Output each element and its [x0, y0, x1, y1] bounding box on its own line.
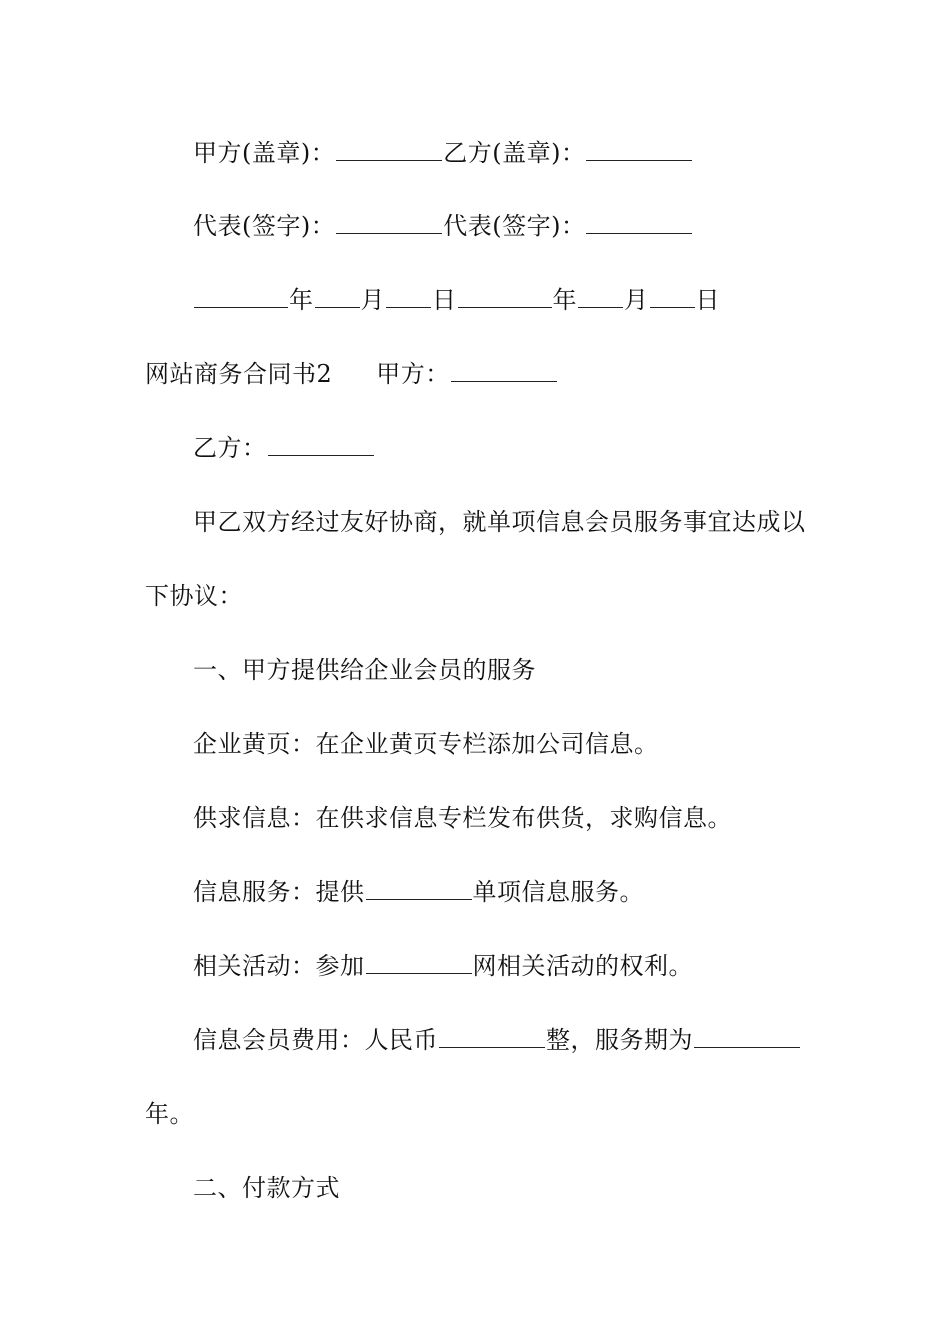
party-b-label: 乙方：	[193, 434, 267, 462]
activities-prefix: 相关活动：参加	[193, 952, 365, 980]
seal-line	[193, 137, 693, 169]
fee-middle: 整，服务期为	[546, 1026, 693, 1054]
day-b-label: 日	[695, 286, 720, 314]
activities-item	[193, 950, 693, 982]
info-service-blank	[366, 877, 472, 900]
party-b-seal-blank	[586, 138, 692, 161]
section2-heading: 二、付款方式	[193, 1174, 340, 1202]
section1-heading: 一、甲方提供给企业会员的服务	[193, 656, 536, 684]
month-a-label: 月	[360, 286, 385, 314]
info-service-suffix: 单项信息服务。	[472, 878, 644, 906]
year-a-blank	[194, 285, 288, 308]
fee-prefix: 信息会员费用：人民币	[193, 1026, 438, 1054]
contract-title-line	[145, 358, 558, 390]
party-a-label: 甲方：	[376, 360, 450, 388]
rep-b-sign-label: 代表(签字)：	[443, 212, 586, 240]
party-b-blank	[268, 433, 374, 456]
activities-blank	[366, 951, 472, 974]
party-b-line	[193, 432, 375, 464]
month-b-label: 月	[624, 286, 649, 314]
intro-paragraph-line2: 下协议：	[145, 582, 243, 610]
rep-a-sign-blank	[336, 211, 442, 234]
supply-demand-item: 供求信息：在供求信息专栏发布供货，求购信息。	[193, 804, 732, 832]
info-service-item	[193, 876, 644, 908]
service-period-blank	[694, 1025, 800, 1048]
party-b-seal-label: 乙方(盖章)：	[443, 139, 586, 167]
fee-item-line2: 年。	[145, 1100, 194, 1128]
rep-b-sign-blank	[586, 211, 692, 234]
year-b-blank	[458, 285, 552, 308]
intro-paragraph-line1: 甲乙双方经过友好协商，就单项信息会员服务事宜达成以	[193, 508, 806, 536]
day-a-blank	[386, 285, 431, 308]
fee-item-line1	[193, 1024, 801, 1056]
party-a-seal-label: 甲方(盖章)：	[193, 139, 336, 167]
fee-amount-blank	[439, 1025, 545, 1048]
info-service-prefix: 信息服务：提供	[193, 878, 365, 906]
day-b-blank	[650, 285, 695, 308]
yellow-pages-item: 企业黄页：在企业黄页专栏添加公司信息。	[193, 730, 659, 758]
month-a-blank	[315, 285, 360, 308]
year-a-label: 年	[289, 286, 314, 314]
year-b-label: 年	[552, 286, 577, 314]
day-a-label: 日	[432, 286, 457, 314]
representative-line	[193, 210, 693, 242]
rep-a-sign-label: 代表(签字)：	[193, 212, 336, 240]
contract-title: 网站商务合同书2	[145, 360, 333, 388]
party-a-seal-blank	[336, 138, 442, 161]
date-line	[193, 284, 720, 316]
month-b-blank	[578, 285, 623, 308]
party-a-blank	[451, 359, 557, 382]
activities-suffix: 网相关活动的权利。	[472, 952, 693, 980]
